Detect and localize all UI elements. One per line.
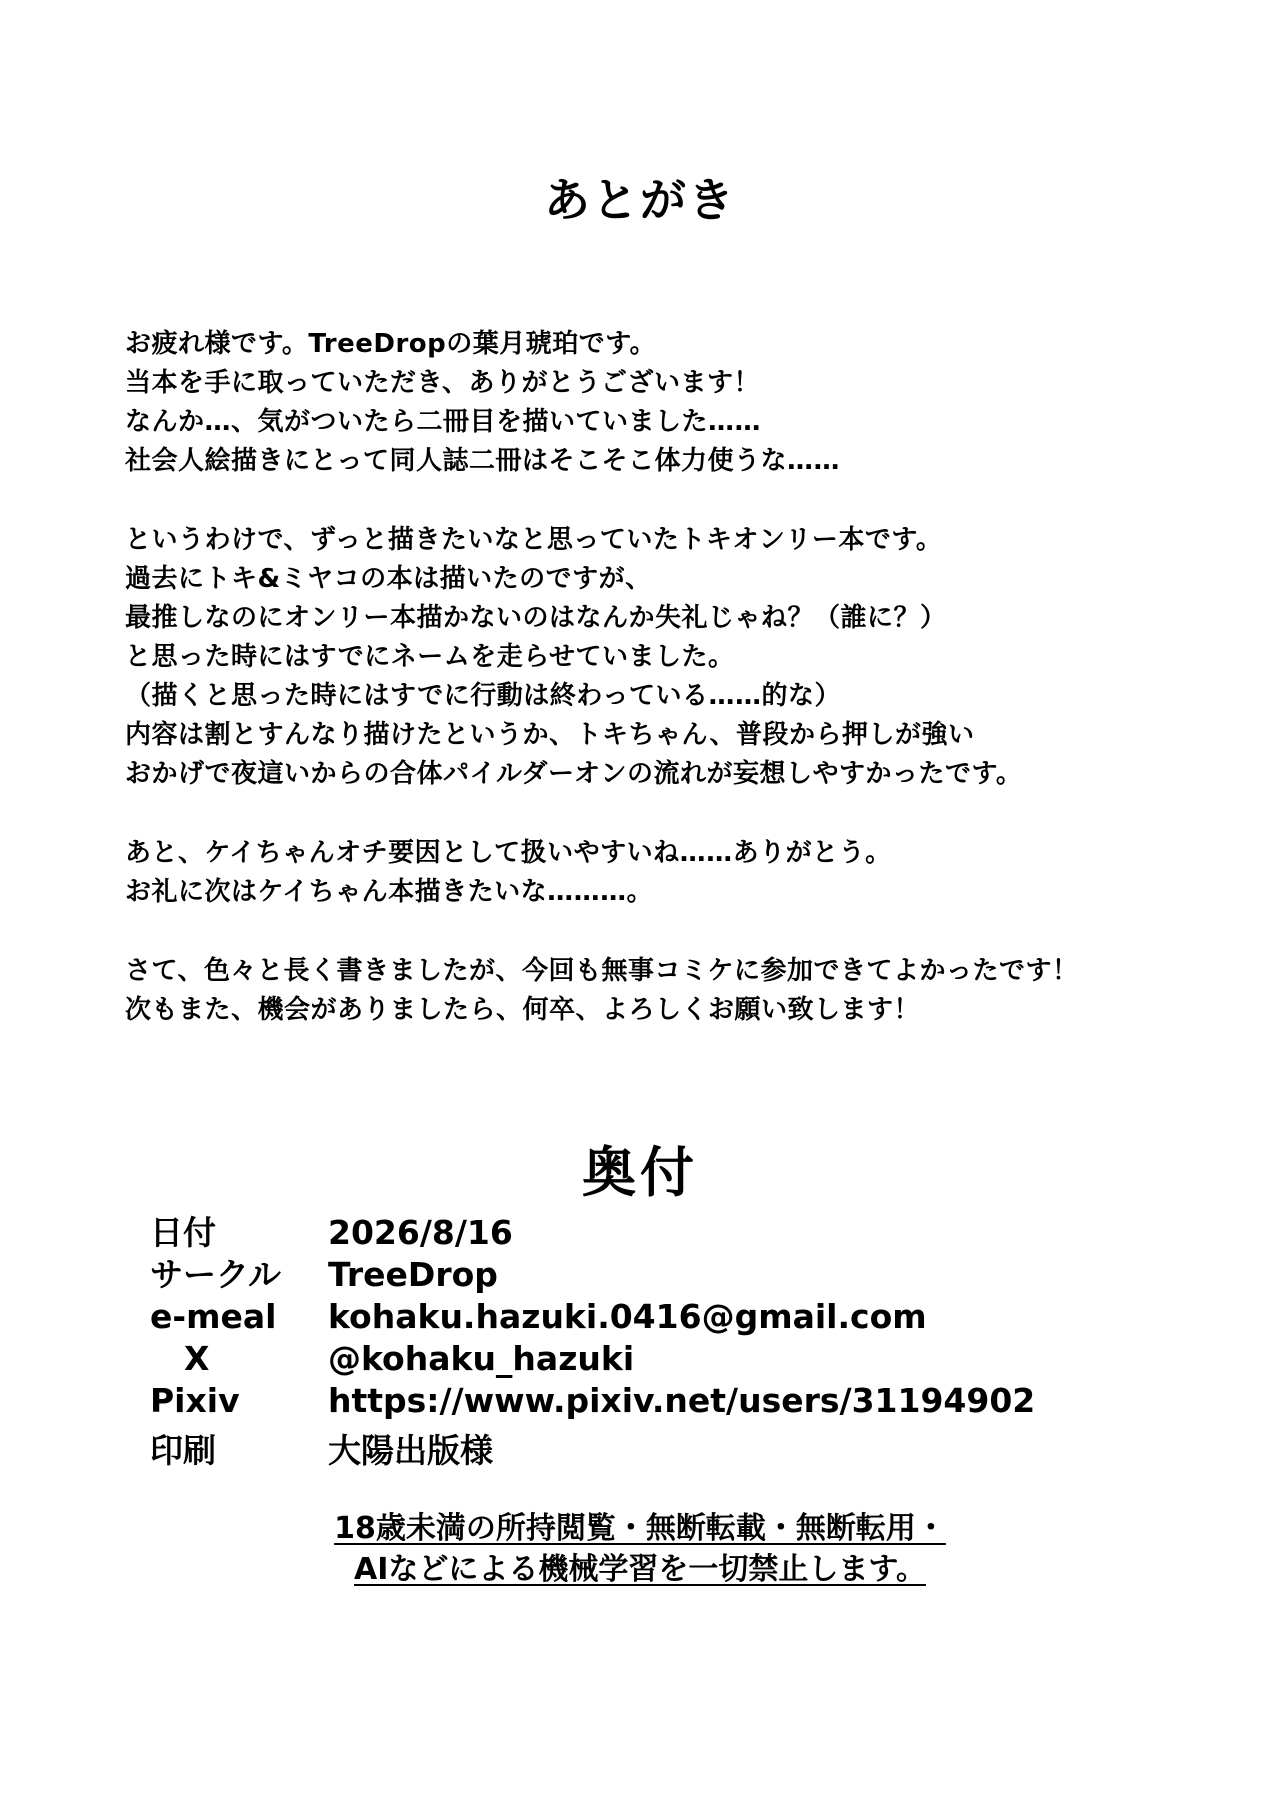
afterword-line: お疲れ様です。TreeDropの葉月琥珀です。	[125, 329, 657, 359]
x-label: X	[184, 1339, 210, 1378]
afterword-paragraph-1	[125, 325, 1245, 481]
date-value: 2026/8/16	[328, 1213, 513, 1252]
colophon-table	[150, 1212, 1230, 1472]
printer-label: 印刷	[150, 1431, 216, 1470]
usage-notice	[0, 1508, 1280, 1590]
circle-label: サークル	[150, 1255, 282, 1294]
afterword-line: （描くと思った時にはすでに行動は終わっている……的な）	[125, 681, 842, 711]
colophon-title: 奥付	[582, 1141, 698, 1204]
colophon-row-x	[150, 1338, 1230, 1380]
afterword-line: お礼に次はケイちゃん本描きたいな………。	[125, 877, 654, 907]
afterword-paragraph-4	[125, 952, 1245, 1030]
afterword-paragraph-2	[125, 521, 1245, 794]
afterword-line: 社会人絵描きにとって同人誌二冊はそこそこ体力使うな……	[125, 446, 840, 476]
afterword-line: 最推しなのにオンリー本描かないのはなんか失礼じゃね？（誰に？）	[125, 603, 947, 633]
x-value: @kohaku_hazuki	[328, 1339, 635, 1378]
afterword-body	[125, 325, 1245, 1070]
pixiv-value: https://www.pixiv.net/users/31194902	[328, 1381, 1036, 1420]
afterword-line: さて、色々と長く書きましたが、今回も無事コミケに参加できてよかったです！	[125, 956, 1079, 986]
afterword-line: 内容は割とすんなり描けたというか、トキちゃん、普段から押しが強い	[125, 720, 975, 750]
afterword-title: あとがき	[544, 173, 736, 227]
printer-value: 大陽出版様	[328, 1431, 493, 1470]
afterword-line: 過去にトキ&ミヤコの本は描いたのですが、	[125, 564, 652, 594]
notice-line: AIなどによる機械学習を一切禁止します。	[354, 1552, 926, 1587]
colophon-row-pixiv	[150, 1380, 1230, 1422]
notice-line: 18歳未満の所持閲覧・無断転載・無断転用・	[334, 1511, 946, 1546]
email-label: e-meal	[150, 1297, 277, 1336]
afterword-line: と思った時にはすでにネームを走らせていました。	[125, 642, 735, 672]
afterword-line: なんか…、気がついたら二冊目を描いていました……	[125, 407, 762, 437]
afterword-line: 次もまた、機会がありましたら、何卒、よろしくお願い致します！	[125, 995, 921, 1025]
date-label: 日付	[150, 1213, 216, 1252]
colophon-row-circle	[150, 1254, 1230, 1296]
afterword-line: あと、ケイちゃんオチ要因として扱いやすいね……ありがとう。	[125, 838, 892, 868]
afterword-line: おかげで夜這いからの合体パイルダーオンの流れが妄想しやすかったです。	[125, 759, 1023, 789]
colophon-row-date	[150, 1212, 1230, 1254]
afterword-line: というわけで、ずっと描きたいなと思っていたトキオンリー本です。	[125, 525, 943, 555]
circle-value: TreeDrop	[328, 1255, 498, 1294]
email-value: kohaku.hazuki.0416@gmail.com	[328, 1297, 927, 1336]
colophon-row-email	[150, 1296, 1230, 1338]
colophon-row-printer	[150, 1430, 1230, 1472]
afterword-paragraph-3	[125, 834, 1245, 912]
afterword-line: 当本を手に取っていただき、ありがとうございます！	[125, 368, 760, 398]
pixiv-label: Pixiv	[150, 1381, 240, 1420]
